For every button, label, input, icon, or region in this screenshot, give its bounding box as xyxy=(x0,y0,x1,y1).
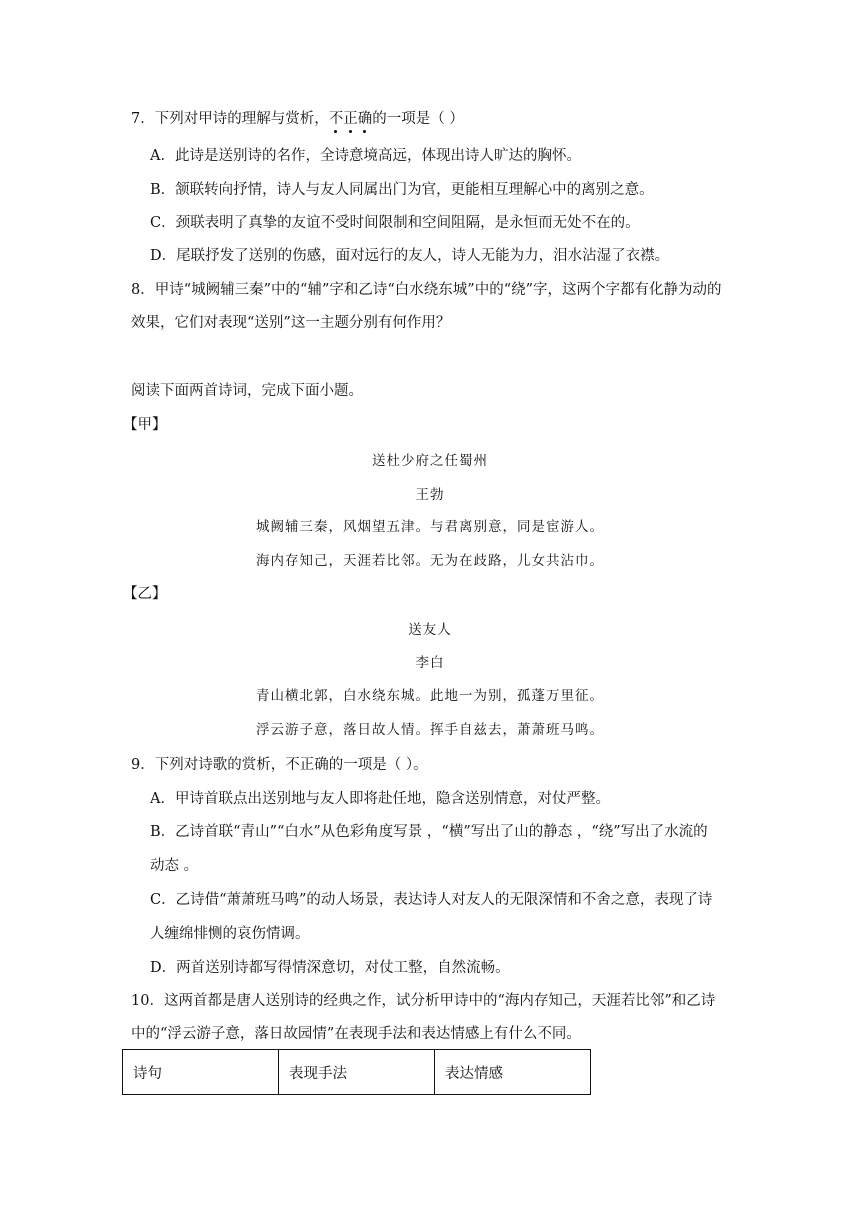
answer-table xyxy=(122,1049,591,1095)
table-header-cell: 诗句 xyxy=(123,1050,279,1095)
q7-stem-after: 的一项是（ ） xyxy=(372,111,464,127)
q9-option-b-line-1: B．乙诗首联“青山”“白水”从色彩角度写景 ，“横”写出了山的静态 ，“绕”写出了水流的 xyxy=(150,824,708,840)
q8-line-2: 效果，它们对表现“送别”这一主题分别有何作用？ xyxy=(131,315,451,331)
table-header-cell: 表现手法 xyxy=(279,1050,435,1095)
emphasis-char: 正 xyxy=(343,111,358,127)
poem-b-author: 李白 xyxy=(415,655,445,671)
q7-option-b: B．颔联转向抒情，诗人与友人同属出门为官，更能相互理解心中的离别之意。 xyxy=(150,182,654,198)
q7-option-c: C．颈联表明了真挚的友谊不受时间限制和空间阻隔，是永恒而无处不在的。 xyxy=(150,215,640,231)
q7-option-a: A．此诗是送别诗的名作，全诗意境高远，体现出诗人旷达的胸怀。 xyxy=(150,148,581,164)
poem-a-line-2: 海内存知己，天涯若比邻。无为在歧路，儿女共沾巾。 xyxy=(256,553,604,569)
q8-line-1: 8．甲诗“城阙辅三秦”中的“辅”字和乙诗“白水绕东城”中的“绕”字，这两个字都有化静为动的 xyxy=(131,282,722,298)
poem-b-label: 【乙】 xyxy=(123,586,167,602)
table-header-row xyxy=(123,1050,591,1095)
q9-option-c-line-1: C．乙诗借“萧萧班马鸣”的动人场景，表达诗人对友人的无限深情和不舍之意，表现了诗 xyxy=(150,892,713,908)
poem-b-line-2: 浮云游子意，落日故人情。挥手自兹去，萧萧班马鸣。 xyxy=(256,722,604,738)
q10-line-1: 10．这两首都是唐人送别诗的经典之作，试分析甲诗中的“海内存知己，天涯若比邻”和乙诗 xyxy=(131,993,716,1009)
q9-stem: 9．下列对诗歌的赏析，不正确的一项是（ ）。 xyxy=(131,757,428,773)
q7-option-d: D．尾联抒发了送别的伤感，面对远行的友人，诗人无能为力，泪水沾湿了衣襟。 xyxy=(150,248,670,264)
table-header-cell: 表达情感 xyxy=(435,1050,591,1095)
poem-a-line-1: 城阙辅三秦，风烟望五津。与君离别意，同是宦游人。 xyxy=(256,519,604,535)
emphasis-char: 确 xyxy=(357,111,373,127)
emphasis-char: 不 xyxy=(328,111,344,127)
poem-a-label: 【甲】 xyxy=(123,417,167,433)
q9-option-d: D．两首送别诗都写得情深意切，对仗工整，自然流畅。 xyxy=(150,960,510,976)
q10-line-2: 中的“浮云游子意，落日故园情”在表现手法和表达情感上有什么不同。 xyxy=(131,1026,581,1042)
poem-b-title: 送友人 xyxy=(408,622,452,638)
q9-option-a: A．甲诗首联点出送别地与友人即将赴任地，隐含送别情意，对仗严整。 xyxy=(150,791,610,807)
q9-option-b-line-2: 动态 。 xyxy=(150,858,199,874)
poem-a-title: 送杜少府之任蜀州 xyxy=(372,453,488,469)
reading-intro: 阅读下面两首诗词，完成下面小题。 xyxy=(131,383,363,399)
poem-b-line-1: 青山横北郭，白水绕东城。此地一为别，孤蓬万里征。 xyxy=(256,688,604,704)
q9-option-c-line-2: 人缠绵悱恻的哀伤情调。 xyxy=(150,926,310,942)
q7-stem xyxy=(131,109,464,129)
poem-a-author: 王勃 xyxy=(415,487,445,503)
q7-stem-before: 7．下列对甲诗的理解与赏析， xyxy=(131,111,329,127)
